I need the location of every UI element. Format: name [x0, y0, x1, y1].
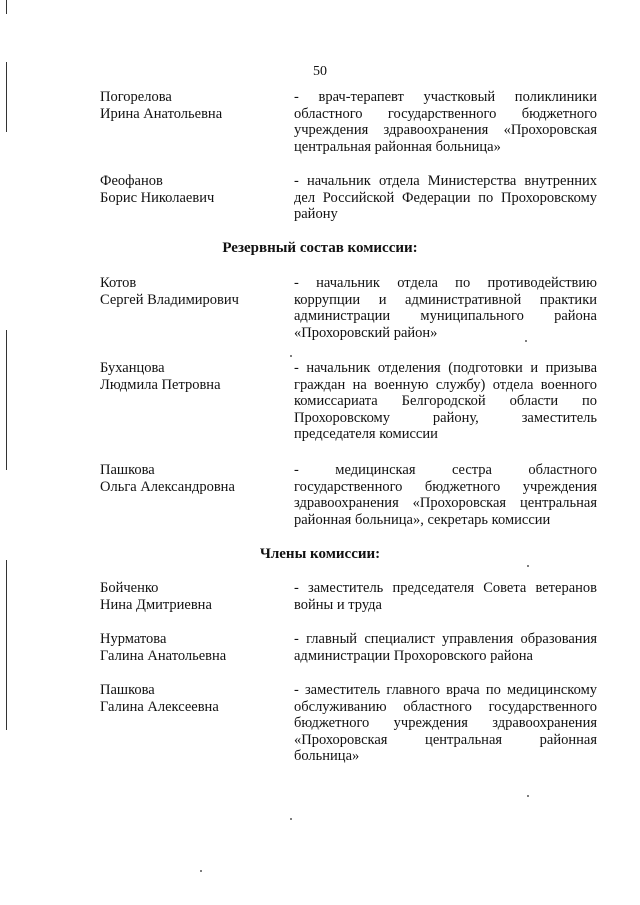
scan-speck: [527, 795, 529, 797]
scan-speck: [290, 355, 292, 357]
member-name: [100, 89, 280, 122]
section-heading-reserve: Резервный состав комиссии:: [222, 240, 418, 256]
member-role: - начальник отдела по противодействию коррупции и административной практики администрации муниципального района «Прохоровский район»: [294, 275, 597, 341]
section-heading-members: Члены комиссии:: [259, 546, 381, 562]
member-name: [100, 173, 280, 206]
member-name: [100, 360, 280, 393]
member-name: [100, 462, 280, 495]
member-given-names: Ирина Анатольевна: [100, 105, 223, 122]
member-surname: Буханцова: [100, 360, 165, 376]
member-name: [100, 275, 280, 308]
member-role: - главный специалист управления образования администрации Прохоровского района: [294, 631, 597, 664]
member-given-names: Галина Алексеевна: [100, 698, 219, 715]
member-name: [100, 580, 280, 613]
member-name: [100, 631, 280, 664]
member-surname: Феофанов: [100, 173, 163, 189]
member-surname: Котов: [100, 275, 137, 291]
member-given-names: Галина Анатольевна: [100, 647, 227, 664]
scan-speck: [527, 565, 529, 567]
member-role: - медицинская сестра областного государственного бюджетного учреждения здравоохранения «Прохоровская центральная районная больница», секретарь комиссии: [294, 462, 597, 528]
member-role: - заместитель председателя Совета ветеранов войны и труда: [294, 580, 597, 613]
scan-speck: [200, 870, 202, 872]
member-surname: Пашкова: [100, 682, 155, 698]
member-surname: Нурматова: [100, 631, 167, 647]
scan-margin-line: [6, 0, 7, 14]
member-role: - начальник отделения (подготовки и призыва граждан на военную службу) отдела военного комиссариата Белгородской области по Прохоровскому району, заместитель председателя комиссии: [294, 360, 597, 442]
scan-margin-line: [6, 560, 7, 730]
member-surname: Бойченко: [100, 580, 159, 596]
member-given-names: Борис Николаевич: [100, 189, 215, 206]
scan-margin-line: [6, 330, 7, 470]
member-role: - начальник отдела Министерства внутренних дел Российской Федерации по Прохоровскому району: [294, 173, 597, 222]
member-role: - врач-терапевт участковый поликлиники областного государственного бюджетного учреждения здравоохранения «Прохоровская центральная районная больница»: [294, 89, 597, 155]
member-given-names: Нина Дмитриевна: [100, 596, 212, 613]
member-role: - заместитель главного врача по медицинскому обслуживанию областного государственного бюджетного учреждения здравоохранения «Прохоровская центральная районная больница»: [294, 682, 597, 764]
page-number: 50: [313, 64, 327, 79]
member-surname: Погорелова: [100, 89, 172, 105]
member-given-names: Ольга Александровна: [100, 478, 235, 495]
member-name: [100, 682, 280, 715]
member-given-names: Людмила Петровна: [100, 376, 221, 393]
member-given-names: Сергей Владимирович: [100, 291, 239, 308]
scan-speck: [290, 818, 292, 820]
member-surname: Пашкова: [100, 462, 155, 478]
